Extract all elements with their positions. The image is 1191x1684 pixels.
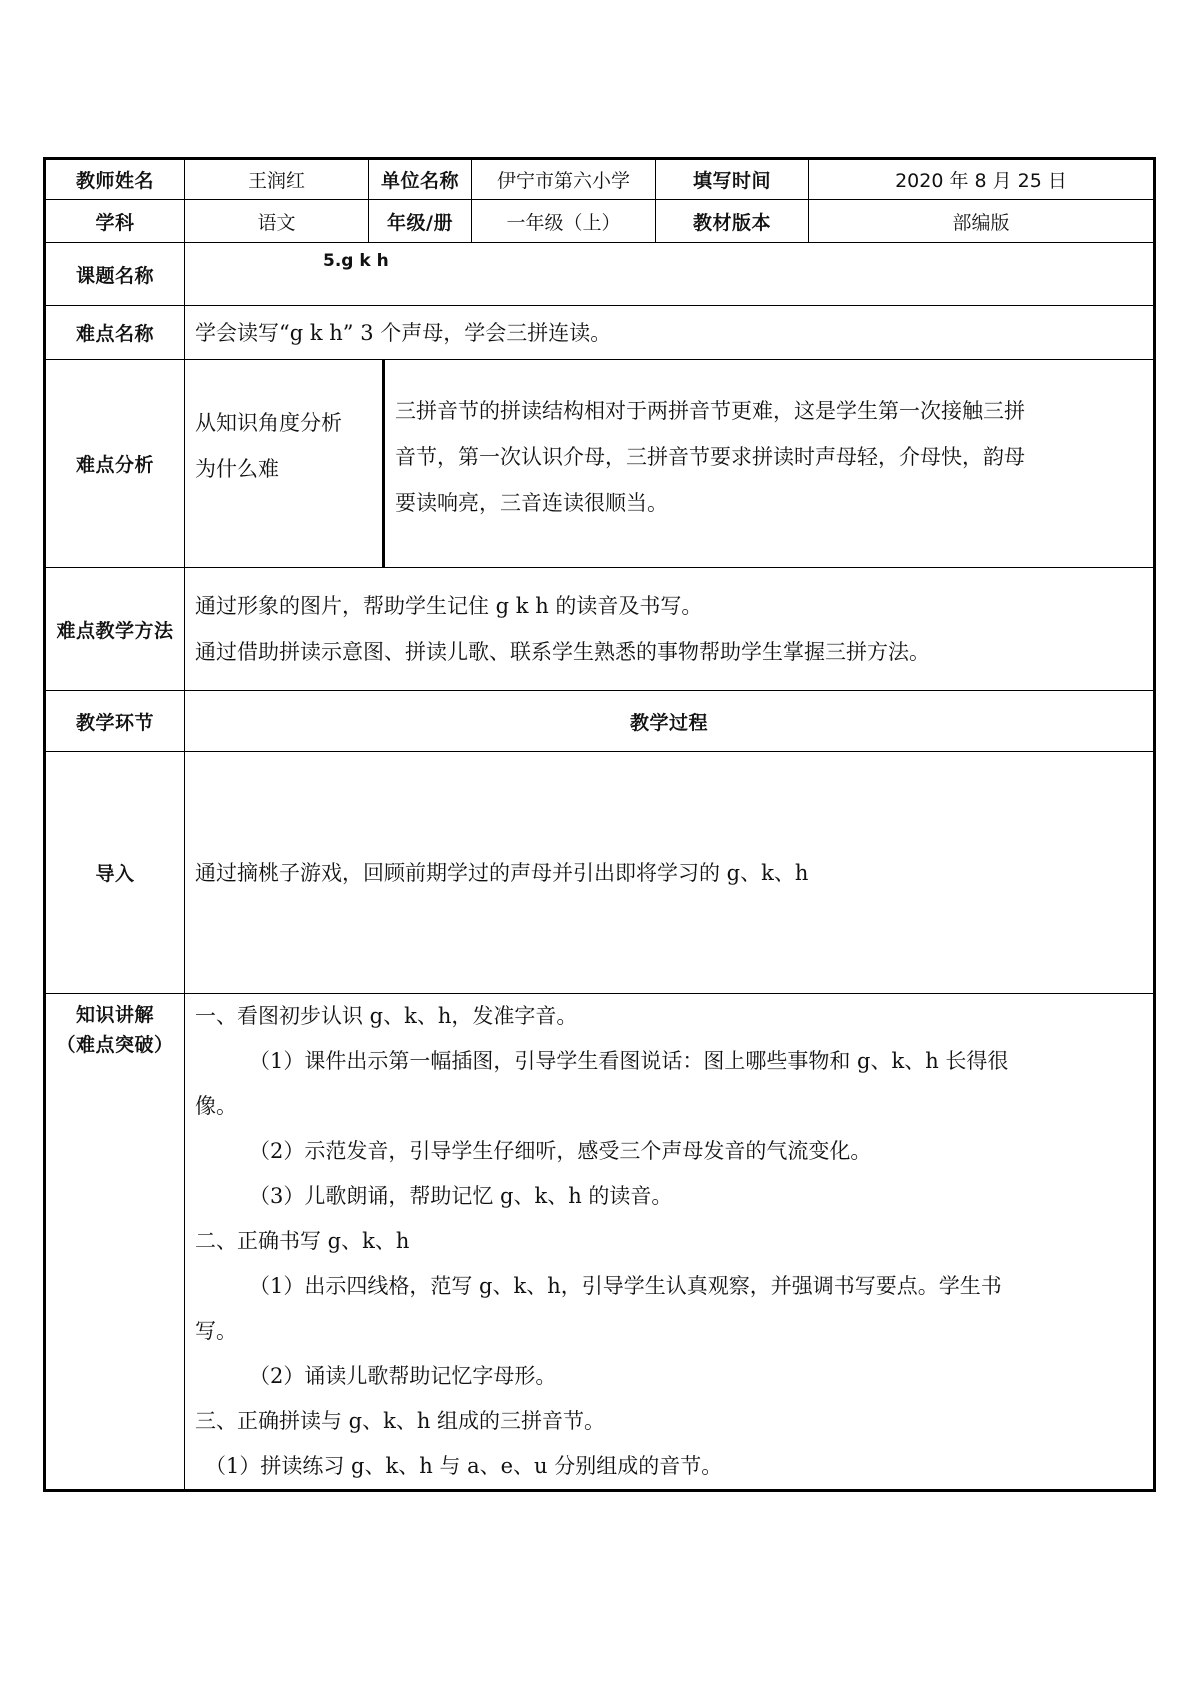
teacher-name-label: 教师姓名	[45, 159, 185, 200]
intro-row	[45, 752, 1155, 994]
process-label: 教学过程	[185, 691, 1155, 752]
topic-label: 课题名称	[45, 243, 185, 306]
knowledge-line: （3）儿歌朗诵，帮助记忆 g、k、h 的读音。	[249, 1184, 673, 1208]
knowledge-line: （2）诵读儿歌帮助记忆字母形。	[249, 1364, 557, 1388]
method-line: 通过借助拼读示意图、拼读儿歌、联系学生熟悉的事物帮助学生掌握三拼方法。	[195, 640, 930, 664]
analysis-sub-label-line2: 为什么难	[195, 457, 279, 481]
knowledge-label	[45, 994, 185, 1491]
method-label: 难点教学方法	[45, 568, 185, 691]
analysis-sub-label	[185, 360, 385, 567]
analysis-text	[385, 360, 1153, 567]
analysis-line: 三拼音节的拼读结构相对于两拼音节更难，这是学生第一次接触三拼	[395, 399, 1025, 423]
lesson-plan-table	[43, 157, 1156, 1492]
fill-time-label: 填写时间	[656, 159, 809, 200]
teacher-name-value: 王润红	[185, 159, 369, 200]
grade-value: 一年级（上）	[472, 200, 656, 243]
analysis-row	[45, 360, 1155, 568]
topic-value: 5.g k h	[185, 243, 1155, 306]
analysis-line: 音节，第一次认识介母，三拼音节要求拼读时声母轻，介母快，韵母	[395, 445, 1025, 469]
method-line: 通过形象的图片，帮助学生记住 g k h 的读音及书写。	[195, 594, 703, 618]
edition-label: 教材版本	[656, 200, 809, 243]
edition-value: 部编版	[809, 200, 1155, 243]
analysis-sub-label-line1: 从知识角度分析	[195, 411, 342, 435]
info-row-1	[45, 159, 1155, 200]
intro-label: 导入	[45, 752, 185, 994]
knowledge-line: 一、看图初步认识 g、k、h，发准字音。	[195, 1004, 578, 1028]
knowledge-content	[185, 994, 1155, 1491]
knowledge-line: （1）拼读练习 g、k、h 与 a、e、u 分别组成的音节。	[205, 1454, 723, 1478]
grade-label: 年级/册	[369, 200, 472, 243]
knowledge-line: （1）课件出示第一幅插图，引导学生看图说话：图上哪些事物和 g、k、h 长得很	[249, 1049, 1009, 1073]
knowledge-label-line1: 知识讲解	[75, 1004, 154, 1026]
info-row-2	[45, 200, 1155, 243]
knowledge-line: 像。	[195, 1094, 237, 1118]
subject-value: 语文	[185, 200, 369, 243]
knowledge-label-line2: （难点突破）	[56, 1034, 174, 1056]
unit-name-label: 单位名称	[369, 159, 472, 200]
difficulty-row	[45, 306, 1155, 360]
analysis-label: 难点分析	[45, 360, 185, 568]
knowledge-line: （2）示范发音，引导学生仔细听，感受三个声母发音的气流变化。	[249, 1139, 872, 1163]
stage-label: 教学环节	[45, 691, 185, 752]
fill-time-value: 2020 年 8 月 25 日	[809, 159, 1155, 200]
subject-label: 学科	[45, 200, 185, 243]
intro-text: 通过摘桃子游戏，回顾前期学过的声母并引出即将学习的 g、k、h	[185, 752, 1155, 994]
difficulty-label: 难点名称	[45, 306, 185, 360]
difficulty-value: 学会读写“g k h” 3 个声母，学会三拼连读。	[185, 306, 1155, 360]
section-head-row	[45, 691, 1155, 752]
unit-name-value: 伊宁市第六小学	[472, 159, 656, 200]
knowledge-line: 写。	[195, 1319, 237, 1343]
analysis-content	[185, 360, 1155, 568]
knowledge-line: 三、正确拼读与 g、k、h 组成的三拼音节。	[195, 1409, 606, 1433]
knowledge-line: 二、正确书写 g、k、h	[195, 1229, 410, 1253]
topic-row	[45, 243, 1155, 306]
knowledge-row	[45, 994, 1155, 1491]
method-row	[45, 568, 1155, 691]
analysis-line: 要读响亮，三音连读很顺当。	[395, 491, 668, 515]
knowledge-line: （1）出示四线格，范写 g、k、h，引导学生认真观察，并强调书写要点。学生书	[249, 1274, 1002, 1298]
method-content	[185, 568, 1155, 691]
